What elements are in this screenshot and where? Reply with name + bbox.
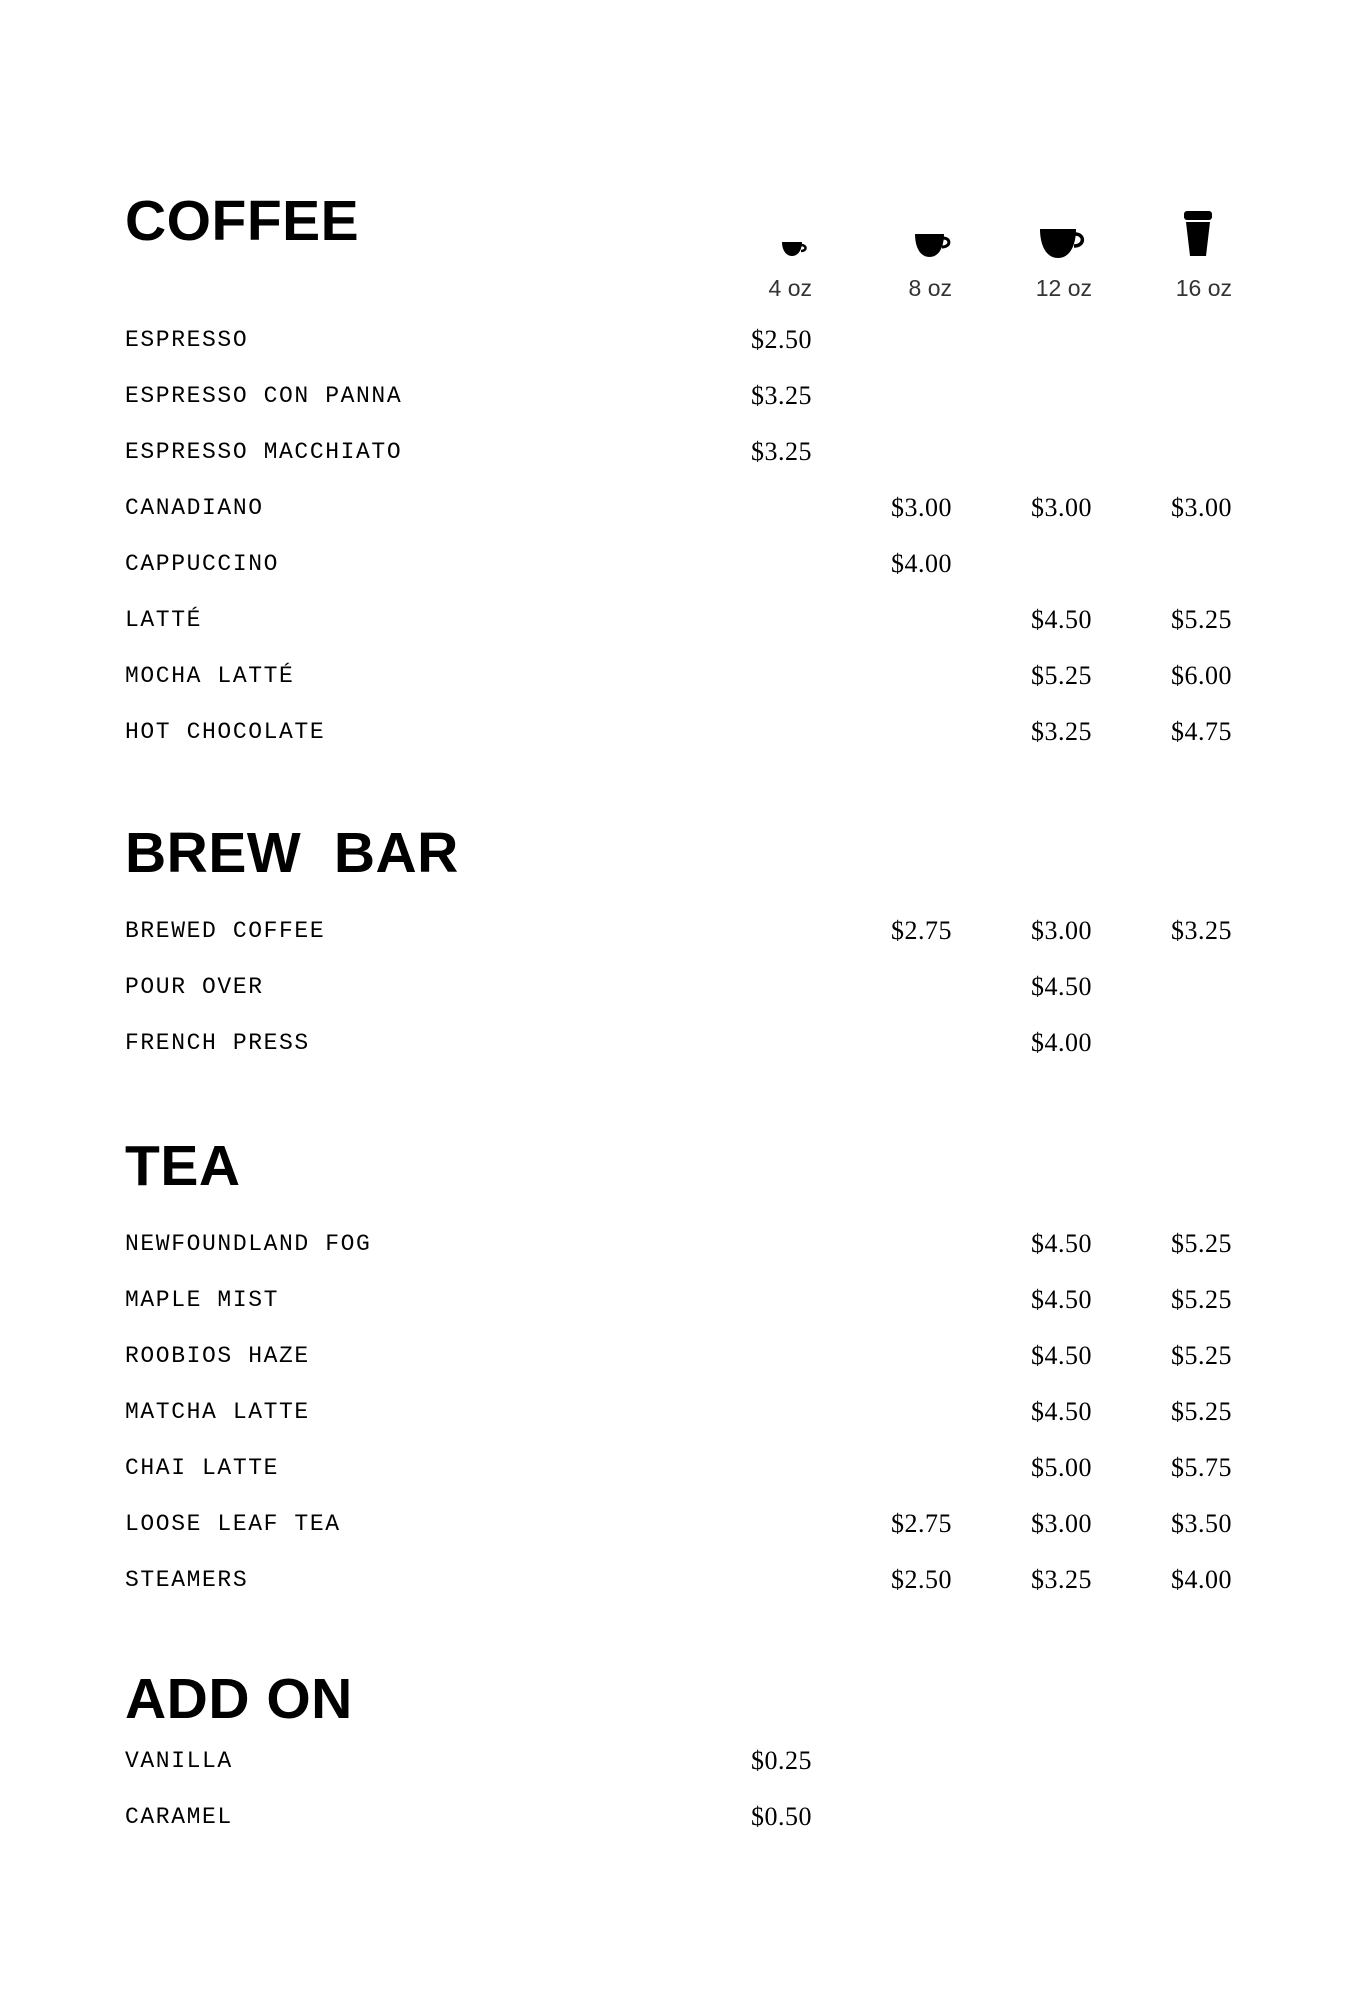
- menu-item-price: $4.50: [1031, 1229, 1092, 1258]
- menu-item-name: ESPRESSO CON PANNA: [125, 383, 403, 409]
- menu-item-price: $2.75: [891, 1509, 952, 1538]
- menu-item-name: NEWFOUNDLAND FOG: [125, 1231, 372, 1257]
- menu-item-name: LATTÉ: [125, 607, 203, 633]
- menu-item-price: $4.50: [1031, 605, 1092, 634]
- menu-item-name: ROOBIOS HAZE: [125, 1343, 310, 1369]
- menu-item-price: $3.50: [1171, 1509, 1232, 1538]
- menu-item-price: $5.25: [1171, 1285, 1232, 1314]
- menu-item-name: CAPPUCCINO: [125, 551, 280, 577]
- large-cup-icon: [1038, 225, 1088, 261]
- menu-item-price: $4.75: [1171, 717, 1232, 746]
- menu-item-name: VANILLA: [125, 1748, 233, 1774]
- menu-item-price: $3.25: [1171, 916, 1232, 945]
- menu-item-price: $5.25: [1171, 605, 1232, 634]
- menu-item-price: $2.50: [751, 325, 812, 354]
- size-label-16oz: 16 oz: [1175, 275, 1232, 301]
- to-go-cup-icon: [1182, 208, 1214, 258]
- menu-item-price: $3.25: [751, 381, 812, 410]
- menu-item-price: $5.75: [1171, 1453, 1232, 1482]
- menu-item-price: $3.00: [1031, 1509, 1092, 1538]
- menu-item-price: $3.25: [751, 437, 812, 466]
- menu-item-price: $3.00: [1031, 493, 1092, 522]
- menu-item-price: $3.00: [891, 493, 952, 522]
- menu-item-name: MAPLE MIST: [125, 1287, 280, 1313]
- menu-item-price: $5.00: [1031, 1453, 1092, 1482]
- menu-item-price: $5.25: [1031, 661, 1092, 690]
- menu-item-price: $4.00: [1031, 1028, 1092, 1057]
- menu-item-name: ESPRESSO: [125, 327, 249, 353]
- menu-item-price: $2.75: [891, 916, 952, 945]
- add-on-section-title: ADD ON: [125, 1667, 353, 1731]
- menu-item-price: $4.00: [891, 549, 952, 578]
- menu-item-price: $3.00: [1171, 493, 1232, 522]
- menu-item-name: ESPRESSO MACCHIATO: [125, 439, 403, 465]
- menu-item-price: $3.25: [1031, 1565, 1092, 1594]
- coffee-section-title: COFFEE: [125, 189, 360, 253]
- menu-item-name: STEAMERS: [125, 1567, 249, 1593]
- menu-item-price: $3.25: [1031, 717, 1092, 746]
- size-label-8oz: 8 oz: [908, 275, 952, 301]
- menu-item-price: $4.50: [1031, 1397, 1092, 1426]
- menu-item-name: FRENCH PRESS: [125, 1030, 310, 1056]
- menu-item-price: $5.25: [1171, 1397, 1232, 1426]
- menu-item-name: POUR OVER: [125, 974, 264, 1000]
- menu-item-price: $0.25: [751, 1746, 812, 1775]
- menu-item-name: MOCHA LATTÉ: [125, 663, 295, 689]
- size-label-4oz: 4 oz: [768, 275, 812, 301]
- brew-bar-section-title: BREW BAR: [125, 821, 459, 885]
- menu-item-price: $2.50: [891, 1565, 952, 1594]
- menu-item-name: LOOSE LEAF TEA: [125, 1511, 341, 1537]
- menu-item-name: CHAI LATTE: [125, 1455, 280, 1481]
- menu-item-price: $3.00: [1031, 916, 1092, 945]
- menu-item-price: $5.25: [1171, 1341, 1232, 1370]
- tea-section-title: TEA: [125, 1134, 241, 1198]
- menu-item-price: $5.25: [1171, 1229, 1232, 1258]
- menu-item-price: $0.50: [751, 1802, 812, 1831]
- menu-item-name: BREWED COFFEE: [125, 918, 326, 944]
- menu-item-name: CARAMEL: [125, 1804, 233, 1830]
- menu-item-price: $6.00: [1171, 661, 1232, 690]
- menu-item-price: $4.00: [1171, 1565, 1232, 1594]
- small-cup-icon: [780, 236, 810, 258]
- menu-item-price: $4.50: [1031, 1341, 1092, 1370]
- menu-item-name: HOT CHOCOLATE: [125, 719, 326, 745]
- medium-cup-icon: [913, 230, 955, 260]
- menu-item-name: MATCHA LATTE: [125, 1399, 310, 1425]
- menu-item-price: $4.50: [1031, 972, 1092, 1001]
- menu-item-name: CANADIANO: [125, 495, 264, 521]
- menu-item-price: $4.50: [1031, 1285, 1092, 1314]
- size-label-12oz: 12 oz: [1035, 275, 1092, 301]
